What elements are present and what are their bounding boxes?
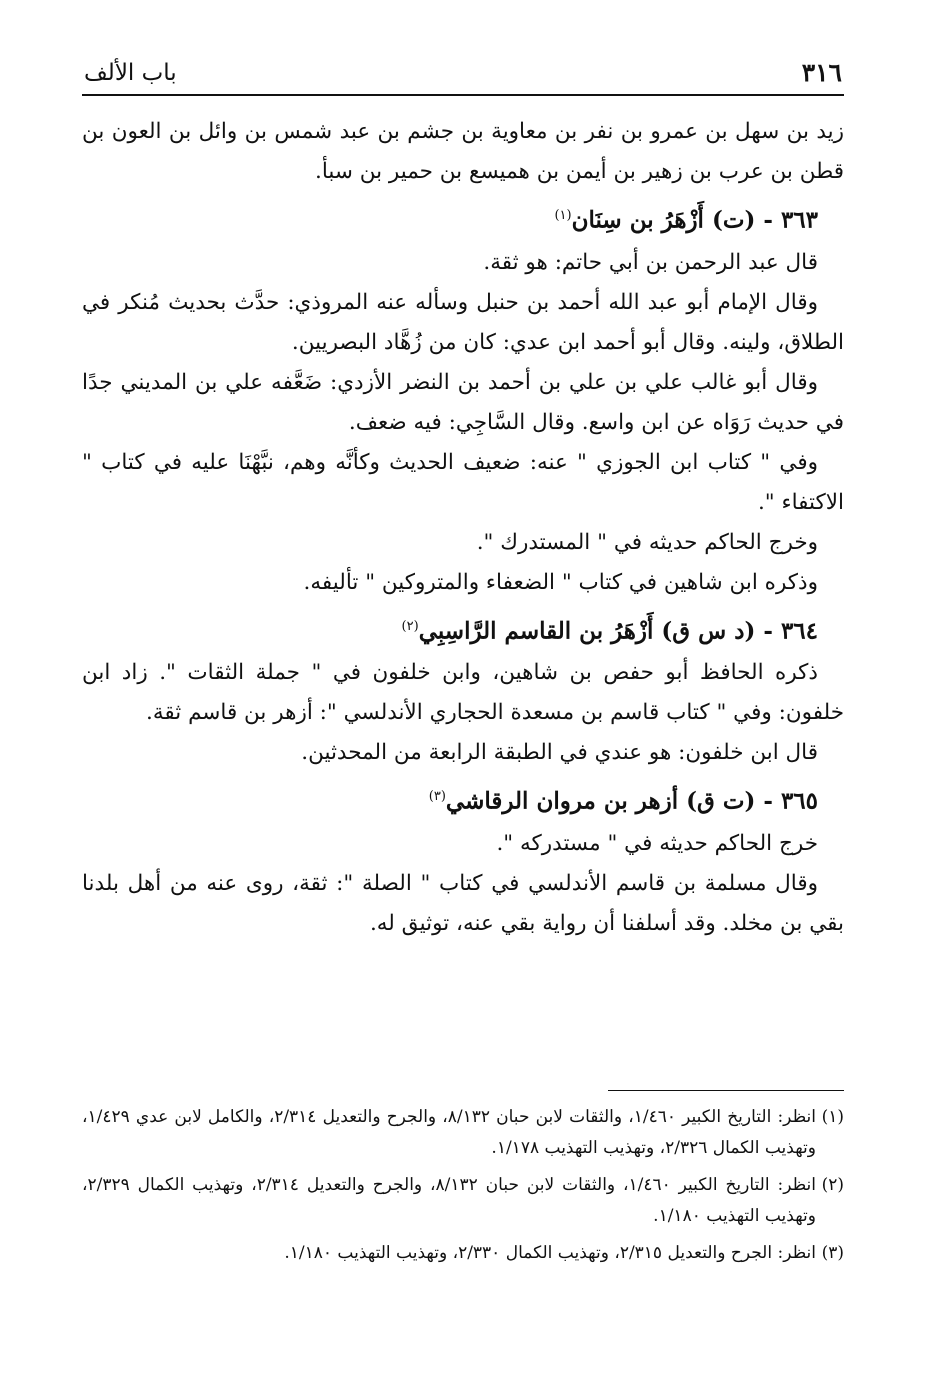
footnote-mark-1: (١) <box>554 208 572 223</box>
paragraph: خرج الحاكم حديثه في " مستدركه ". <box>496 830 818 856</box>
footnote-number: (٣) <box>821 1243 844 1263</box>
footnote-1 <box>82 1102 844 1164</box>
entry-title-363: ٣٦٣ - (ت) أَزْهَرُ بن سِنَان <box>571 206 818 234</box>
paragraph: قال ابن خلفون: هو عندي في الطبقة الرابعة من المحدثين. <box>301 740 818 766</box>
entry-heading-363 <box>82 194 844 243</box>
footnote-mark-2: (٢) <box>401 618 419 634</box>
paragraph: قال عبد الرحمن بن أبي حاتم: هو ثقة. <box>483 249 818 275</box>
entry-title-365: ٣٦٥ - (ت ق) أزهر بن مروان الرقاشي <box>445 787 818 815</box>
paragraph: وقال أبو غالب علي بن علي بن أحمد بن النضر الأزدي: ضَعَّفه علي بن المديني جدًا في حديث رَوَاه عن ابن واسع. وقال السَّاجِي: فيه ضعف. <box>82 369 844 435</box>
footnote-2 <box>82 1170 844 1232</box>
footnotes <box>82 1102 844 1275</box>
paragraph: وذكره ابن شاهين في كتاب " الضعفاء والمتروكين " تأليفه. <box>303 569 818 595</box>
page-number: ٣١٦ <box>801 58 842 87</box>
footnote-number: (١) <box>821 1107 844 1127</box>
running-head <box>82 56 844 96</box>
footnote-text: انظر: التاريخ الكبير ١/٤٦٠، والثقات لابن حبان ٨/١٣٢، والجرح والتعديل ٢/٣١٤، وتهذيب الكمال ٢/٣٢٩، وتهذيب التهذيب ١/١٨٠. <box>82 1175 816 1226</box>
footnote-mark-3: (٣) <box>428 789 446 805</box>
paragraph: وخرج الحاكم حديثه في " المستدرك ". <box>476 529 818 555</box>
entry-heading-364 <box>82 605 844 654</box>
footnote-divider <box>608 1090 844 1091</box>
paragraph: ذكره الحافظ أبو حفص بن شاهين، وابن خلفون في " جملة الثقات ". زاد ابن خلفون: وفي " كتاب قاسم بن مسعدة الحجاري الأندلسي ": أزهر بن قاسم ثقة. <box>82 660 844 726</box>
footnote-text: انظر: الجرح والتعديل ٢/٣١٥، وتهذيب الكمال ٢/٣٣٠، وتهذيب التهذيب ١/١٨٠. <box>284 1243 816 1263</box>
book-page <box>82 0 844 1377</box>
paragraph: وفي " كتاب ابن الجوزي " عنه: ضعيف الحديث وكأنَّه وهم، نبَّهْنَا عليه في كتاب " الاكتفاء ". <box>82 449 844 515</box>
main-text <box>82 112 844 944</box>
paragraph-lineage: زيد بن سهل بن عمرو بن نفر بن معاوية بن جشم بن عبد شمس بن وائل بن العون بن قطن بن عرب بن زهير بن أيمن بن هميسع بن حمير بن سبأ. <box>82 119 844 184</box>
footnote-number: (٢) <box>821 1175 844 1195</box>
entry-heading-365 <box>82 775 844 824</box>
chapter-title: باب الألف <box>84 60 177 86</box>
footnote-text: انظر: التاريخ الكبير ١/٤٦٠، والثقات لابن حبان ٨/١٣٢، والجرح والتعديل ٢/٣١٤، والكامل لابن عدي ١/٤٢٩، وتهذيب الكمال ٢/٣٢٦، وتهذيب التهذيب ١/١٧٨. <box>82 1107 816 1158</box>
footnote-3 <box>82 1238 844 1269</box>
paragraph: وقال الإمام أبو عبد الله أحمد بن حنبل وسأله عنه المروذي: حدَّث بحديث مُنكر في الطلاق، ولينه. وقال أبو أحمد ابن عدي: كان من زُهَّاد البصريين. <box>82 289 844 355</box>
paragraph: وقال مسلمة بن قاسم الأندلسي في كتاب " الصلة ": ثقة، روى عنه من أهل بلدنا بقي بن مخلد. وقد أسلفنا أن رواية بقي عنه، توثيق له. <box>82 870 844 936</box>
entry-title-364: ٣٦٤ - (د س ق) أَزْهَرُ بن القاسم الرَّاسِبِي <box>418 617 818 645</box>
